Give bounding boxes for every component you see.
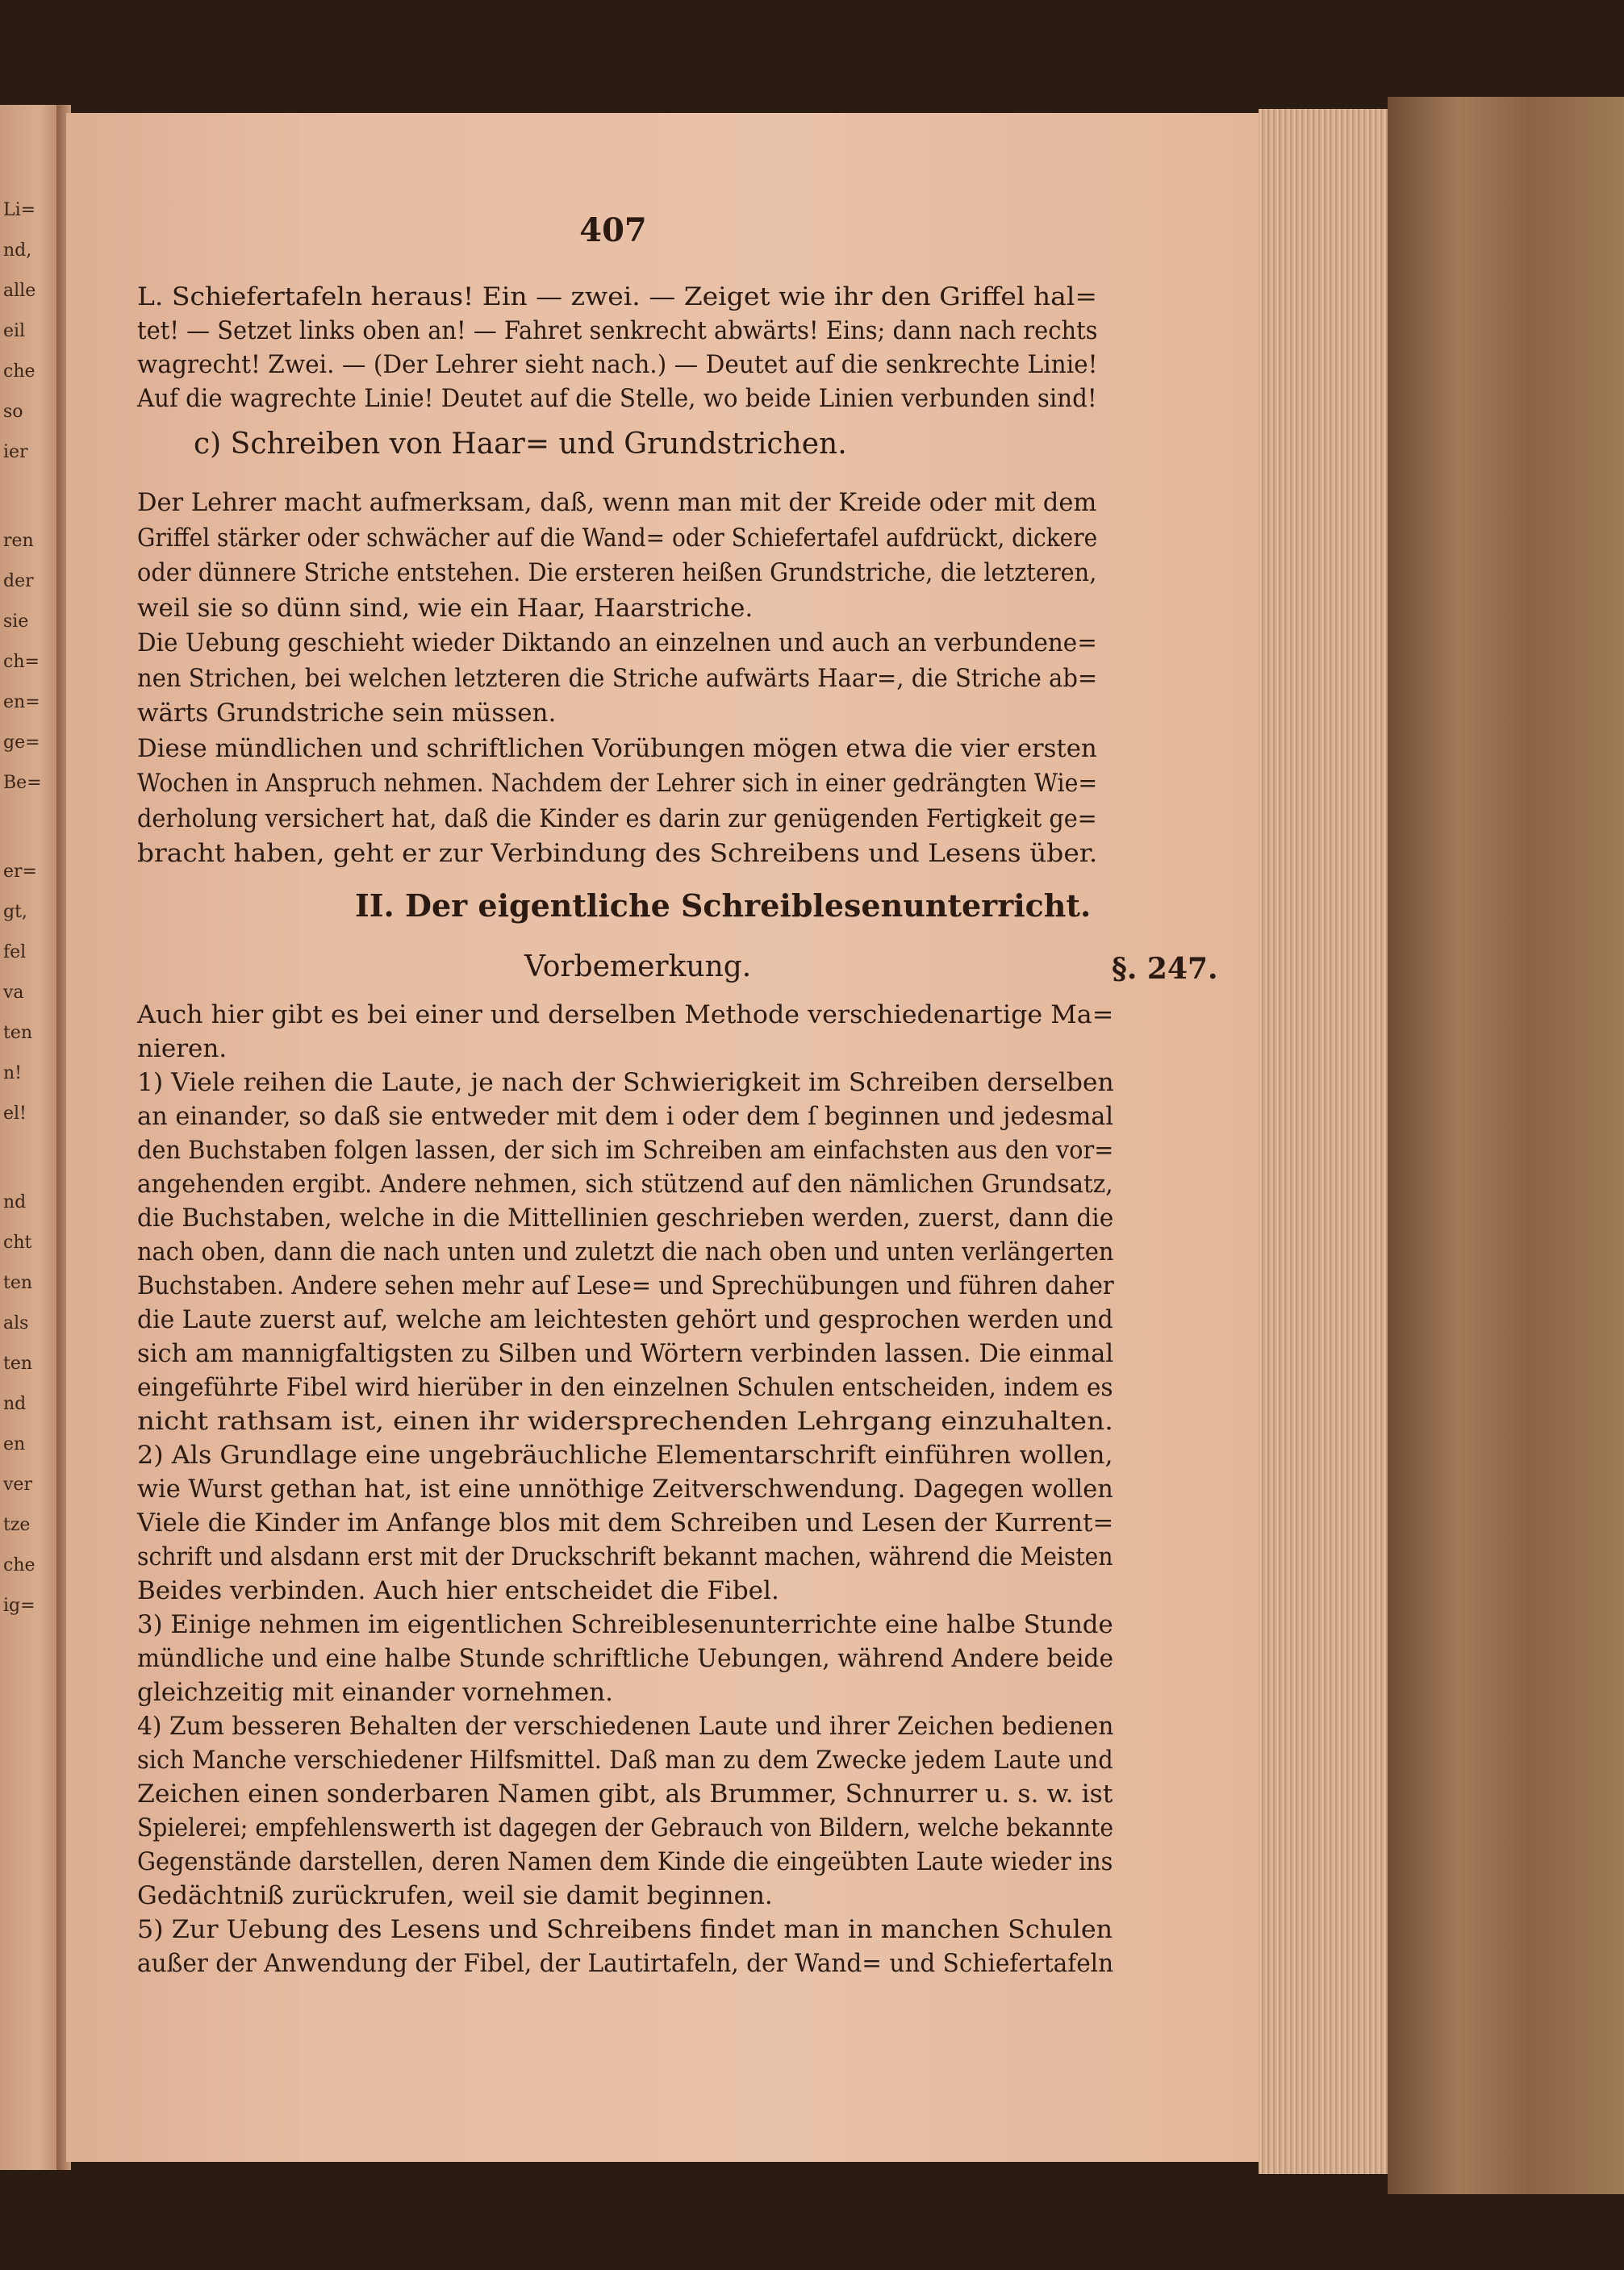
margin-fragment: fel	[3, 942, 27, 962]
margin-fragment: tze	[3, 1515, 31, 1535]
text-line: die Laute zuerst auf, welche am leichtesten gehört und gesprochen werden und	[137, 1305, 1113, 1334]
margin-fragment: ier	[3, 442, 28, 462]
margin-fragment: ig=	[3, 1596, 35, 1616]
margin-fragment: eil	[3, 321, 26, 341]
margin-fragment: ten	[3, 1023, 33, 1043]
text-line: Spielerei; empfehlenswerth ist dagegen der Gebrauch von Bildern, welche bekannte	[137, 1813, 1114, 1842]
text-line: Beides verbinden. Auch hier entscheidet die Fibel.	[137, 1576, 779, 1605]
margin-fragment: sie	[3, 611, 29, 632]
margin-fragment: Be=	[3, 773, 42, 793]
text-line: sich am mannigfaltigsten zu Silben und Wörtern verbinden lassen. Die einmal	[137, 1339, 1114, 1368]
text-line: Diese mündlichen und schriftlichen Vorübungen mögen etwa die vier ersten	[137, 733, 1097, 763]
heading-vorbemerkung: Vorbemerkung.	[524, 950, 752, 983]
text-line: außer der Anwendung der Fibel, der Lautirtafeln, der Wand= und Schiefertafeln	[137, 1949, 1114, 1978]
text-line: 3) Einige nehmen im eigentlichen Schreiblesenunterrichte eine halbe Stunde	[137, 1610, 1113, 1639]
margin-fragment: als	[3, 1313, 29, 1333]
margin-fragment: ver	[3, 1475, 32, 1495]
margin-fragment: ten	[3, 1273, 33, 1293]
margin-fragment: ren	[3, 531, 34, 551]
text-line: wie Wurst gethan hat, ist eine unnöthige Zeitverschwendung. Dagegen wollen	[137, 1475, 1113, 1504]
margin-fragment: gt,	[3, 902, 27, 922]
text-line: den Buchstaben folgen lassen, der sich im Schreiben am einfachsten aus den vor=	[137, 1136, 1114, 1165]
text-line: derholung versichert hat, daß die Kinder es darin zur genügenden Fertigkeit ge=	[137, 803, 1097, 833]
margin-fragment: che	[3, 1555, 35, 1575]
text-line: Gedächtniß zurückrufen, weil sie damit beginnen.	[137, 1881, 773, 1910]
margin-fragment: va	[3, 983, 24, 1003]
margin-fragment: en	[3, 1434, 26, 1454]
text-line: gleichzeitig mit einander vornehmen.	[137, 1678, 613, 1707]
text-line: Gegenstände darstellen, deren Namen dem Kinde die eingeübten Laute wieder ins	[137, 1847, 1113, 1876]
text-line: nicht rathsam ist, einen ihr widersprechenden Lehrgang einzuhalten.	[137, 1407, 1114, 1436]
text-line: Auf die wagrechte Linie! Deutet auf die Stelle, wo beide Linien verbunden sind!	[137, 384, 1097, 413]
text-line: angehenden ergibt. Andere nehmen, sich stützend auf den nämlichen Grundsatz,	[137, 1170, 1113, 1199]
text-line: L. Schiefertafeln heraus! Ein — zwei. — Zeiget wie ihr den Griffel hal=	[137, 282, 1098, 311]
text-line: wärts Grundstriche sein müssen.	[137, 699, 557, 728]
text-line: Auch hier gibt es bei einer und derselben Methode verschiedenartige Ma=	[137, 1000, 1114, 1029]
text-line: 1) Viele reihen die Laute, je nach der Schwierigkeit im Schreiben derselben	[137, 1068, 1114, 1097]
text-line: 2) Als Grundlage eine ungebräuchliche Elementarschrift einführen wollen,	[137, 1441, 1113, 1470]
text-line: Der Lehrer macht aufmerksam, daß, wenn man mit der Kreide oder mit dem	[137, 488, 1097, 517]
margin-fragment: so	[3, 402, 23, 422]
text-line: eingeführte Fibel wird hierüber in den einzelnen Schulen entscheiden, indem es	[137, 1373, 1113, 1402]
text-line: nen Strichen, bei welchen letzteren die Striche aufwärts Haar=, die Striche ab=	[137, 663, 1098, 693]
text-line: an einander, so daß sie entweder mit dem i oder dem ſ beginnen und jedesmal	[137, 1102, 1114, 1131]
page-edges	[1259, 109, 1404, 2174]
margin-fragment: che	[3, 361, 35, 382]
margin-fragment: Li=	[3, 200, 36, 220]
text-line: wagrecht! Zwei. — (Der Lehrer sieht nach.) — Deutet auf die senkrechte Linie!	[137, 350, 1098, 379]
text-line: nach oben, dann die nach unten und zuletzt die nach oben und unten verlängerten	[137, 1237, 1114, 1266]
text-line: Viele die Kinder im Anfange blos mit dem Schreiben und Lesen der Kurrent=	[137, 1508, 1114, 1538]
text-line: 5) Zur Uebung des Lesens und Schreibens findet man in manchen Schulen	[137, 1915, 1113, 1944]
page-number: 407	[579, 211, 647, 249]
text-line: schrift und alsdann erst mit der Druckschrift bekannt machen, während die Meisten	[137, 1542, 1113, 1571]
section-mark: §. 247.	[1112, 952, 1218, 986]
text-line: sich Manche verschiedener Hilfsmittel. Daß man zu dem Zwecke jedem Laute und	[137, 1746, 1113, 1775]
text-line: die Buchstaben, welche in die Mittellinien geschrieben werden, zuerst, dann die	[137, 1204, 1114, 1233]
margin-fragment: nd	[3, 1394, 27, 1414]
margin-fragment: cht	[3, 1233, 32, 1253]
margin-fragment: nd	[3, 1192, 27, 1212]
text-line: Die Uebung geschieht wieder Diktando an einzelnen und auch an verbundene=	[137, 628, 1097, 657]
text-line: tet! — Setzet links oben an! — Fahret senkrecht abwärts! Eins; dann nach rechts	[137, 316, 1098, 345]
margin-fragment: el!	[3, 1104, 27, 1124]
text-line: Buchstaben. Andere sehen mehr auf Lese= und Sprechübungen und führen daher	[137, 1271, 1114, 1300]
margin-fragment: alle	[3, 281, 36, 301]
margin-fragment: ten	[3, 1354, 33, 1374]
heading-ii: II. Der eigentliche Schreiblesenunterricht.	[355, 887, 1092, 924]
heading-c: c) Schreiben von Haar= und Grundstrichen.	[194, 428, 847, 461]
text-line: 4) Zum besseren Behalten der verschiedenen Laute und ihrer Zeichen bedienen	[137, 1712, 1114, 1741]
text-line: bracht haben, geht er zur Verbindung des Schreibens und Lesens über.	[137, 839, 1098, 868]
margin-fragment: nd,	[3, 240, 32, 261]
margin-fragment: der	[3, 571, 34, 591]
margin-fragment: en=	[3, 692, 40, 712]
text-line: Wochen in Anspruch nehmen. Nachdem der Lehrer sich in einer gedrängten Wie=	[137, 769, 1098, 798]
text-line: Zeichen einen sonderbaren Namen gibt, als Brummer, Schnurrer u. s. w. ist	[137, 1780, 1113, 1809]
text-line: Griffel stärker oder schwächer auf die Wand= oder Schiefertafel aufdrückt, dickere	[137, 523, 1098, 553]
text-line: mündliche und eine halbe Stunde schriftliche Uebungen, während Andere beide	[137, 1644, 1113, 1673]
text-line: nieren.	[137, 1034, 228, 1063]
margin-fragment: er=	[3, 862, 37, 882]
margin-fragment: ch=	[3, 652, 40, 672]
margin-fragment: ge=	[3, 732, 40, 753]
text-line: weil sie so dünn sind, wie ein Haar, Haarstriche.	[137, 593, 754, 623]
text-line: oder dünnere Striche entstehen. Die ersteren heißen Grundstriche, die letzteren,	[137, 558, 1097, 587]
margin-fragment: n!	[3, 1063, 23, 1083]
book-cover	[1388, 97, 1624, 2194]
